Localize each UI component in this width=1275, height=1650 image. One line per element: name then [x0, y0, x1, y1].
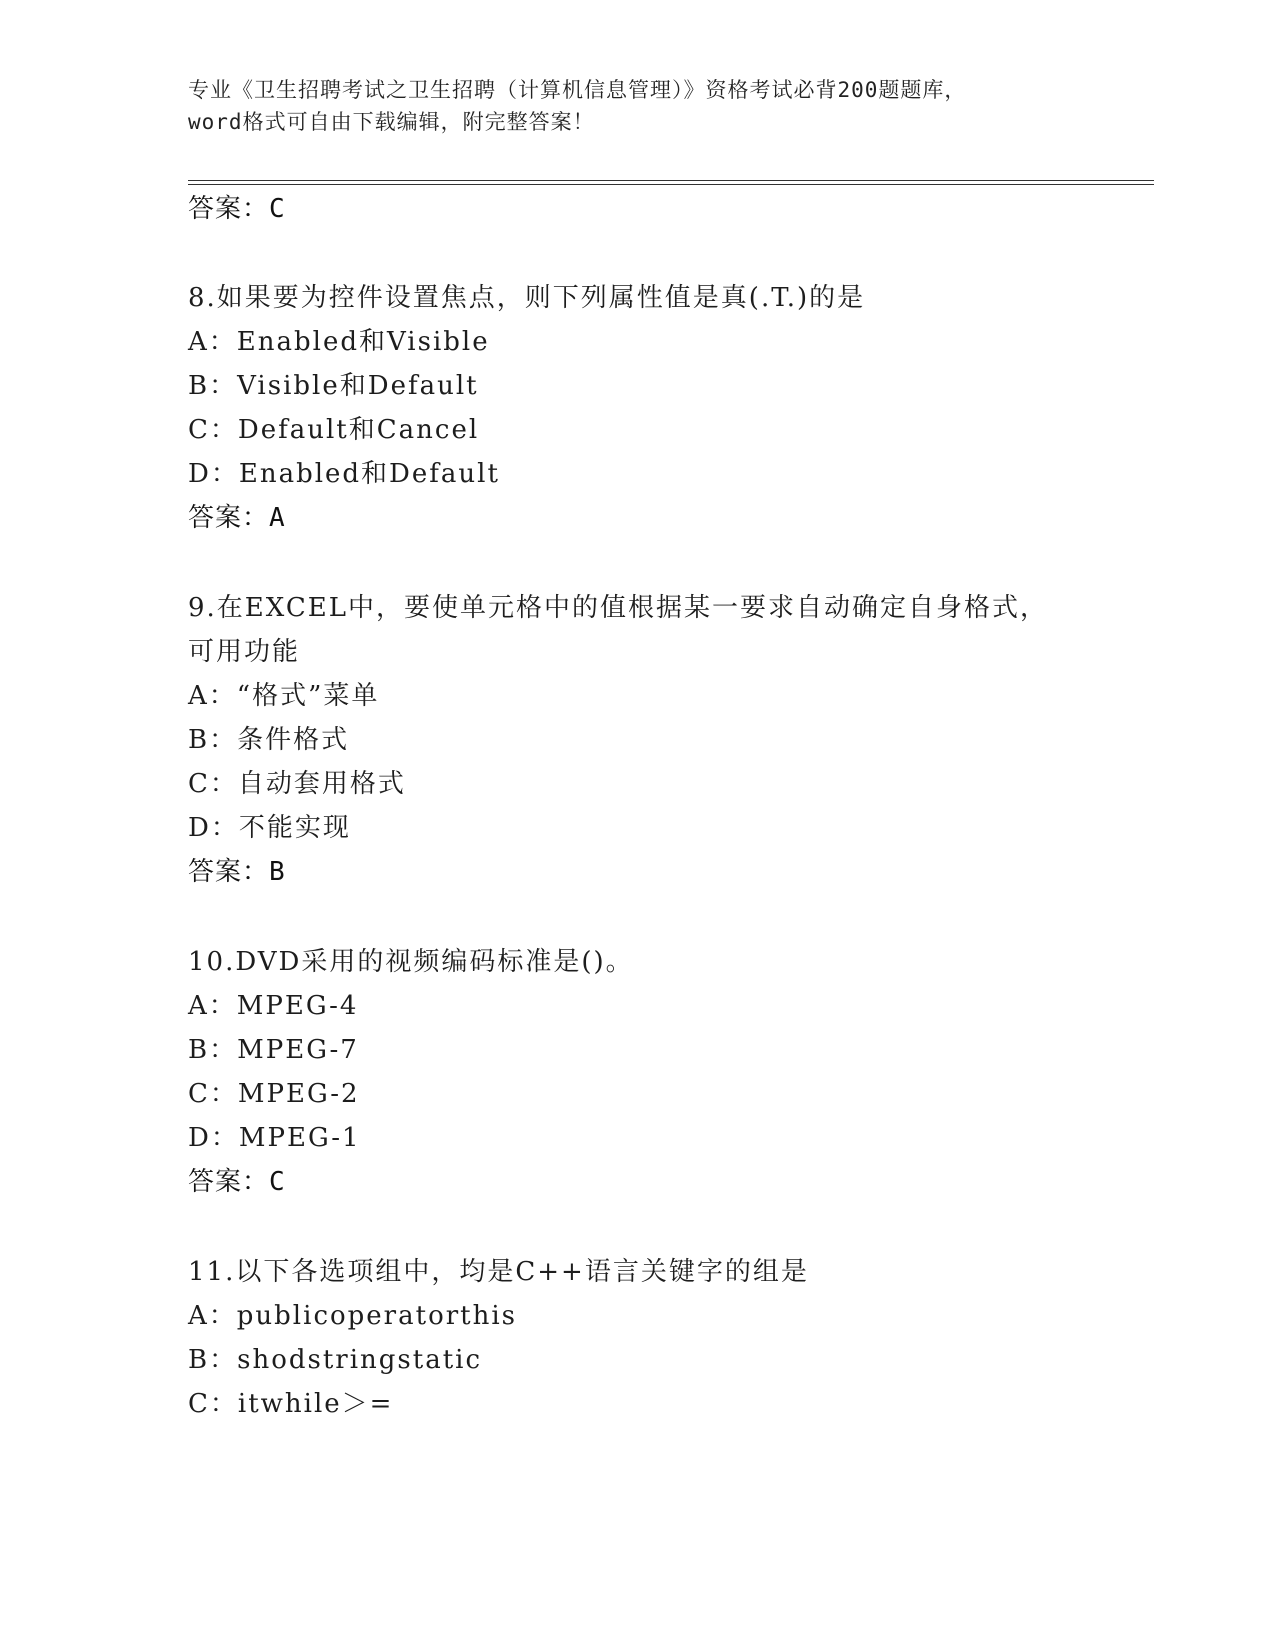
q11-stem: 11.以下各选项组中，均是C++语言关键字的组是: [188, 1257, 809, 1287]
q11-option-a: A：publicoperatorthis: [188, 1301, 517, 1331]
q11-option-c: C：itwhile＞=: [188, 1389, 394, 1419]
q10-stem: 10.DVD采用的视频编码标准是()。: [188, 947, 634, 977]
header-line-2: word格式可自由下载编辑，附完整答案！: [188, 110, 595, 134]
q11-option-b: B：shodstringstatic: [188, 1345, 483, 1375]
q10-option-b: B：MPEG-7: [188, 1035, 359, 1065]
q8-answer: 答案：A: [188, 503, 286, 533]
q8-option-c: C：Default和Cancel: [188, 415, 480, 445]
q9-option-c: C：自动套用格式: [188, 769, 406, 799]
q10-option-d: D：MPEG-1: [188, 1123, 361, 1153]
q9-option-a: A：“格式”菜单: [188, 681, 380, 711]
header-rule-bottom: [188, 184, 1154, 185]
q9-answer: 答案：B: [188, 857, 286, 887]
q8-option-d: D：Enabled和Default: [188, 459, 500, 489]
q8-option-b: B：Visible和Default: [188, 371, 479, 401]
q9-stem-line-2: 可用功能: [188, 637, 301, 667]
q10-answer: 答案：C: [188, 1167, 286, 1197]
document-header: [188, 74, 1108, 138]
q9-stem-line-1: 9.在EXCEL中，要使单元格中的值根据某一要求自动确定自身格式，: [188, 593, 1048, 623]
q8-option-a: A：Enabled和Visible: [188, 327, 490, 357]
answer-prev: 答案：C: [188, 194, 286, 224]
q9-option-b: B：条件格式: [188, 725, 350, 755]
header-rule-top: [188, 180, 1154, 181]
q9-option-d: D：不能实现: [188, 813, 351, 843]
q8-stem: 8.如果要为控件设置焦点，则下列属性值是真(.T.)的是: [188, 283, 866, 313]
q10-option-a: A：MPEG-4: [188, 991, 359, 1021]
header-line-1: 专业《卫生招聘考试之卫生招聘（计算机信息管理）》资格考试必背200题题库，: [188, 78, 967, 102]
q10-option-c: C：MPEG-2: [188, 1079, 360, 1109]
